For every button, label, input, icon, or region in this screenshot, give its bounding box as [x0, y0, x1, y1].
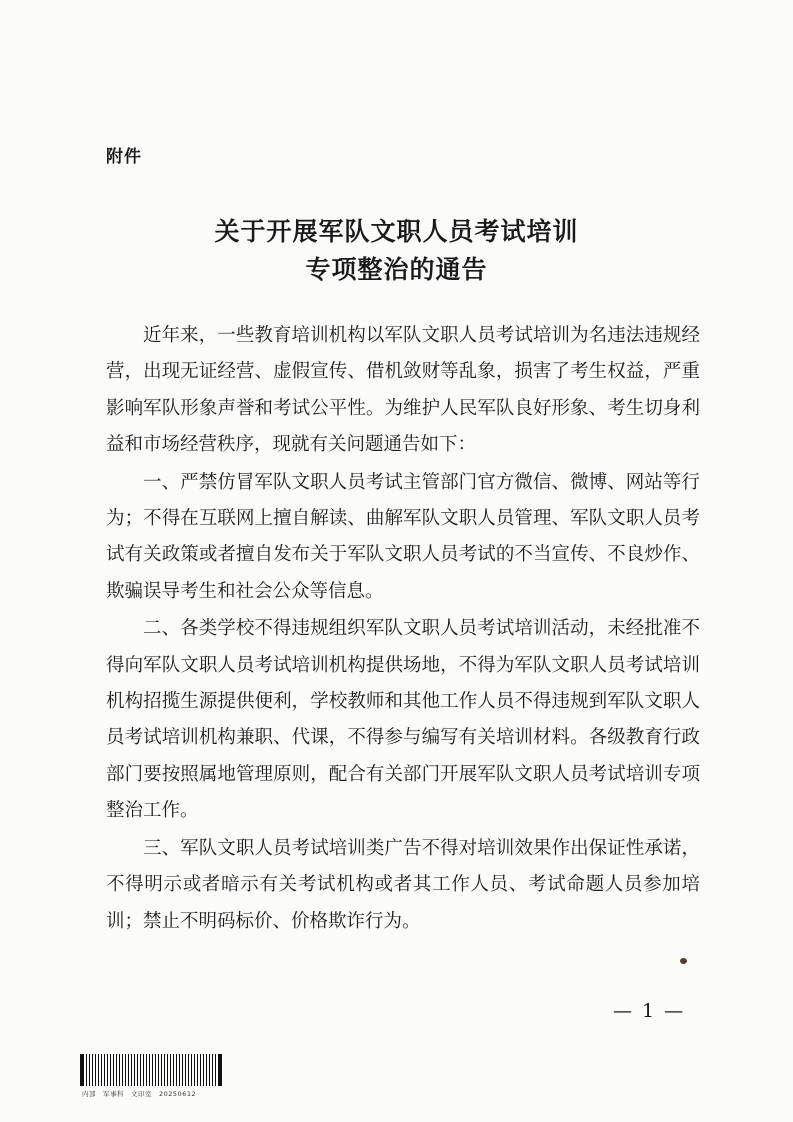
- intro-paragraph: 近年来，一些教育培训机构以军队文职人员考试培训为名违法违规经营，出现无证经营、虚假宣传、借机敛财等乱象，损害了考生权益，严重影响军队形象声誉和考试公平性。为维护人民军队良好形象、考生切身利益和市场经营秩序，现就有关问题通告如下：: [106, 325, 700, 456]
- document-title-line-2: 专项整治的通告: [305, 255, 488, 284]
- paragraph-item-1: 一、严禁仿冒军队文职人员考试主管部门官方微信、微博、网站等行为；不得在互联网上擅自解读、曲解军队文职人员管理、军队文职人员考试有关政策或者擅自发布关于军队文职人员考试的不当宣传、不良炒作、欺骗误导考生和社会公众等信息。: [106, 471, 700, 602]
- ink-speck: [680, 958, 687, 964]
- paragraph-item-2: 二、各类学校不得违规组织军队文职人员考试培训活动，未经批准不得向军队文职人员考试培训机构提供场地，不得为军队文职人员考试培训机构招揽生源提供便利，学校教师和其他工作人员不得违规到军队文职人员考试培训机构兼职、代课，不得参与编写有关培训材料。各级教育行政部门要按照属地管理原则，配合有关部门开展军队文职人员考试培训专项整治工作。: [106, 618, 700, 822]
- attachment-label: 附件: [106, 147, 142, 167]
- document-title-line-1: 关于开展军队文职人员考试培训: [214, 217, 579, 246]
- document-body: [106, 318, 700, 940]
- paragraph-item-3: 三、军队文职人员考试培训类广告不得对培训效果作出保证性承诺，不得明示或者暗示有关考试机构或者其工作人员、考试命题人员参加培训；禁止不明码标价、价格欺诈行为。: [106, 837, 700, 932]
- barcode-icon: [80, 1054, 222, 1086]
- footer-code: 内部 军事科 文印室 20250612: [82, 1090, 197, 1098]
- page-number: — 1 —: [613, 1000, 686, 1022]
